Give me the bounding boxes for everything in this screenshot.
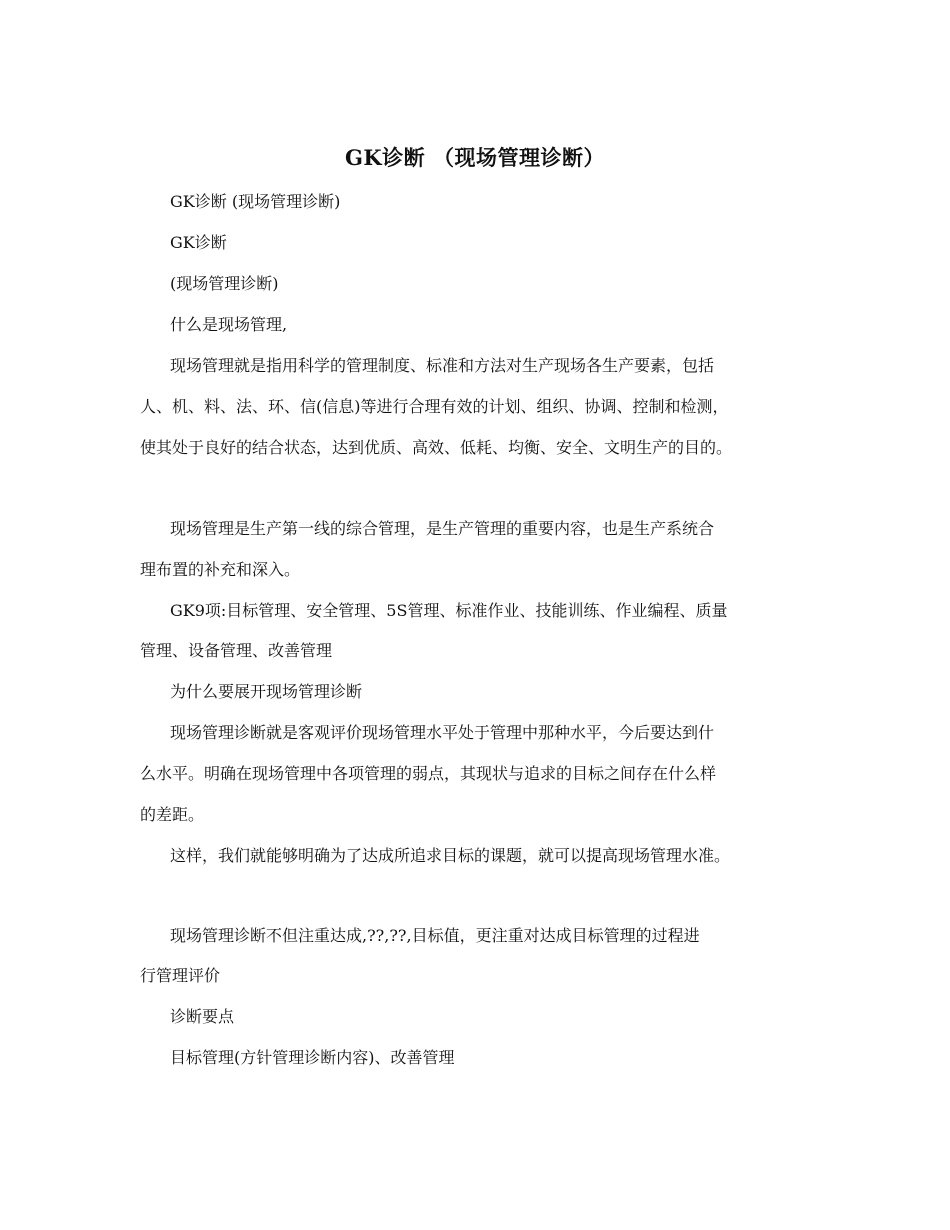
document-title: GK诊断 （现场管理诊断） <box>345 145 605 170</box>
paragraph-line: 这样，我们就能够明确为了达成所追求目标的课题，就可以提高现场管理水准。 <box>170 846 731 865</box>
paragraph-line: 目标管理(方针管理诊断内容)、改善管理 <box>170 1048 455 1067</box>
paragraph-line: (现场管理诊断) <box>170 274 279 293</box>
paragraph-line: GK诊断 <box>170 233 227 252</box>
paragraph-line: 管理、设备管理、改善管理 <box>140 641 333 660</box>
paragraph-line: 现场管理诊断就是客观评价现场管理水平处于管理中那种水平，今后要达到什 <box>170 723 715 742</box>
paragraph-line: GK诊断 (现场管理诊断) <box>170 192 341 211</box>
paragraph-line: 什么是现场管理, <box>170 315 288 334</box>
paragraph-line: GK9项:目标管理、安全管理、5S管理、标准作业、技能训练、作业编程、质量 <box>170 601 728 620</box>
paragraph-line: 为什么要展开现场管理诊断 <box>170 682 363 701</box>
paragraph-line: 现场管理就是指用科学的管理制度、标准和方法对生产现场各生产要素，包括 <box>170 356 715 375</box>
paragraph-line: 现场管理诊断不但注重达成,??,??,目标值，更注重对达成目标管理的过程进 <box>170 926 700 945</box>
paragraph-line: 使其处于良好的结合状态，达到优质、高效、低耗、均衡、安全、文明生产的目的。 <box>140 438 733 457</box>
paragraph-line: 么水平。明确在现场管理中各项管理的弱点，其现状与追求的目标之间存在什么样 <box>140 764 717 783</box>
paragraph-line: 人、机、料、法、环、信(信息)等进行合理有效的计划、组织、协调、控制和检测， <box>140 397 729 416</box>
paragraph-line: 的差距。 <box>140 805 205 824</box>
paragraph-line: 诊断要点 <box>170 1007 235 1026</box>
paragraph-line: 现场管理是生产第一线的综合管理，是生产管理的重要内容，也是生产系统合 <box>170 519 715 538</box>
paragraph-line: 行管理评价 <box>140 966 221 985</box>
paragraph-line: 理布置的补充和深入。 <box>140 560 301 579</box>
